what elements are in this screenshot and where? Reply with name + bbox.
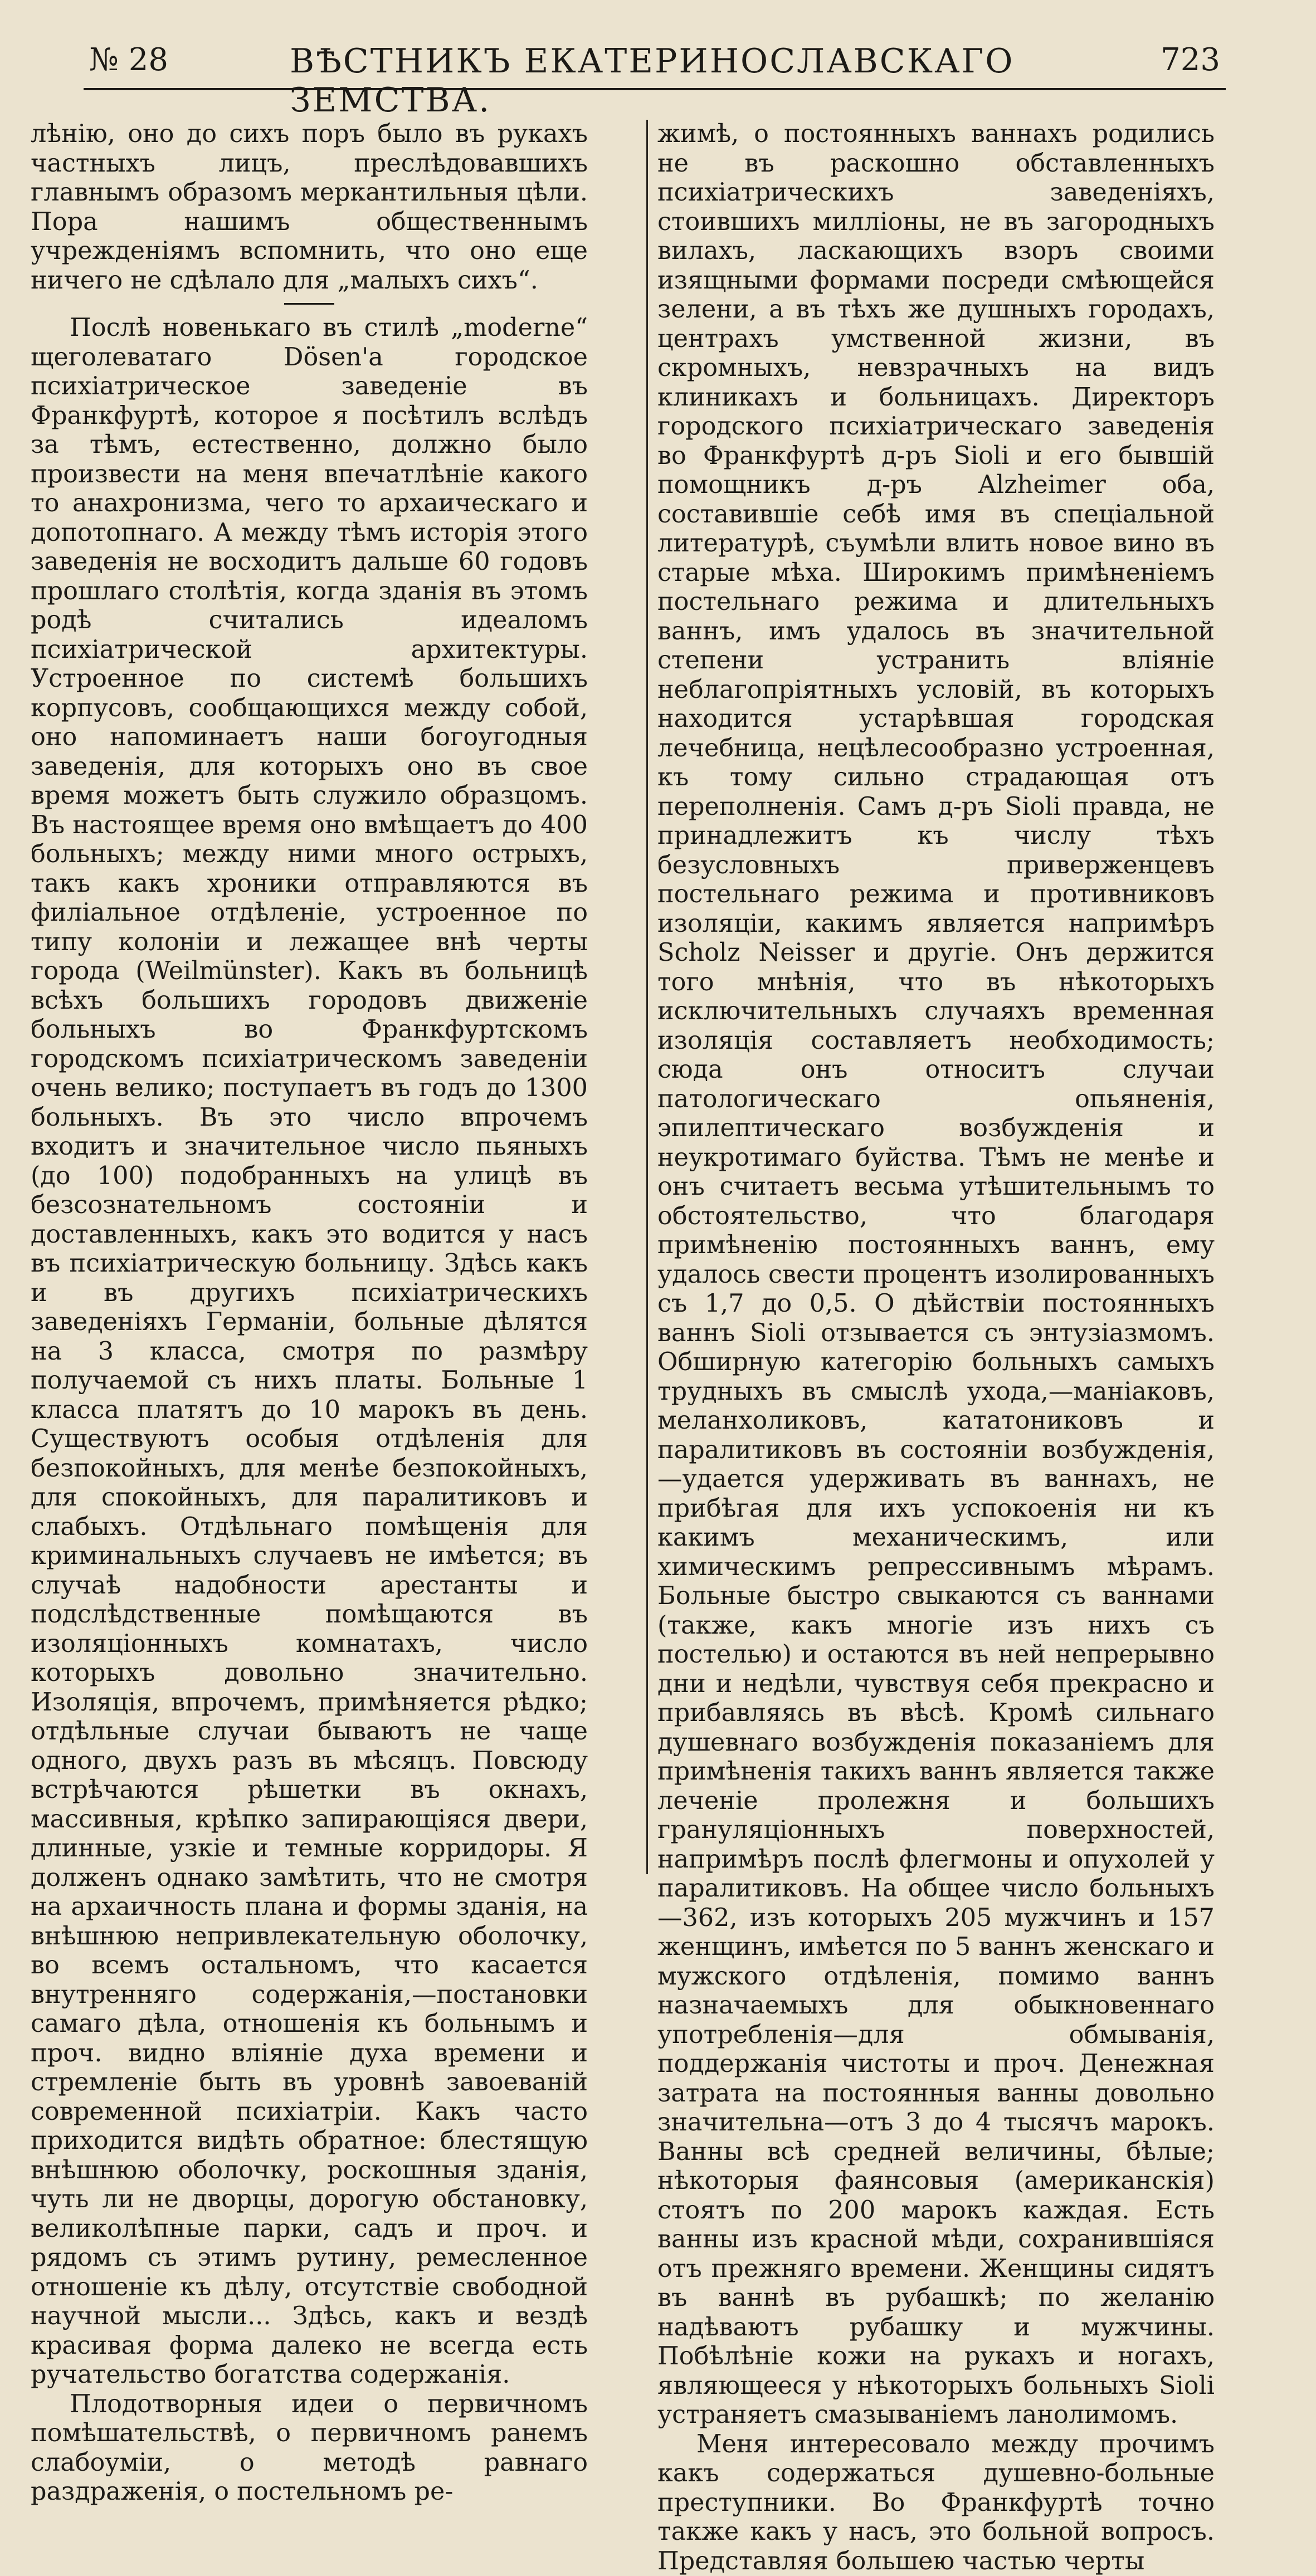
page-number: 723	[1161, 42, 1220, 78]
header-rule	[84, 88, 1226, 90]
page-header	[84, 33, 1226, 95]
issue-number: № 28	[89, 42, 168, 78]
paragraph: лѣнію, оно до сихъ поръ было въ рукахъ частныхъ лицъ, преслѣдовавшихъ главнымъ образомъ меркантильныя цѣли. Пора нашимъ общественнымъ учрежденіямъ вспомнить, что оно еще ничего не сдѣлало для „малыхъ сихъ“.	[31, 120, 588, 295]
paragraph: Плодотворныя идеи о первичномъ помѣшательствѣ, о первичномъ ранемъ слабоуміи, о методѣ равнаго раздраженія, о постельномъ ре-	[31, 2390, 588, 2507]
left-column	[31, 120, 588, 1874]
paragraph: жимѣ, о постоянныхъ ваннахъ родились не въ раскошно обставленныхъ психіатрическихъ заведеніяхъ, стоившихъ милліоны, не въ загородныхъ вилахъ, ласкающихъ взоръ своими изящными формами посреди смѣющейся зелени, а въ тѣхъ же душныхъ городахъ, центрахъ умственной жизни, въ скромныхъ, невзрачныхъ на видъ клиникахъ и больницахъ. Директоръ городского психіатрическаго заведенія во Франкфуртѣ д-ръ Sioli и его бывшій помощникъ д-ръ Alzheimer оба, составившіе себѣ имя въ спеціальной литературѣ, съумѣли влить новое вино въ старые мѣха. Широкимъ примѣненіемъ постельнаго режима и длительныхъ ваннъ, имъ удалось въ значительной степени устранить вліяніе неблагопріятныхъ условій, въ которыхъ находится устарѣвшая городская лечебница, нецѣлесообразно устроенная, къ тому сильно страдающая отъ переполненія. Самъ д-ръ Sioli правда, не принадлежитъ къ числу тѣхъ безусловныхъ приверженцевъ постельнаго режима и противниковъ изоляціи, какимъ является напримѣръ Scholz Neisser и другіе. Онъ держится того мнѣнія, что въ нѣкоторыхъ исключительныхъ случаяхъ временная изоляція составляетъ необходимость; сюда онъ относитъ случаи патологическаго опьяненія, эпилептическаго возбужденія и неукротимаго буйства. Тѣмъ не менѣе и онъ считаетъ весьма утѣшительнымъ то обстоятельство, что благодаря примѣненію постоянныхъ ваннъ, ему удалось свести процентъ изолированныхъ съ 1,7 до 0,5. О дѣйствіи постоянныхъ ваннъ Sioli отзывается съ энтузіазмомъ. Обширную категорію больныхъ самыхъ трудныхъ въ смыслѣ ухода,—маніаковъ, меланхоликовъ, кататониковъ и паралитиковъ въ состояніи возбужденія,—удается удерживать въ ваннахъ, не прибѣгая для ихъ успокоенія ни къ какимъ механическимъ, или химическимъ репрессивнымъ мѣрамъ. Больные быстро свыкаются съ ваннами (также, какъ многіе изъ нихъ съ постелью) и остаются въ ней непрерывно дни и недѣли, чувствуя себя прекрасно и прибавляясь въ вѣсѣ. Кромѣ сильнаго душевнаго возбужденія показаніемъ для примѣненія такихъ ваннъ является также леченіе пролежня и большихъ грануляціонныхъ поверхностей, напримѣръ послѣ флегмоны и опухолей у паралитиковъ. На общее число больныхъ—362, изъ которыхъ 205 мужчинъ и 157 женщинъ, имѣется по 5 ваннъ женскаго и мужского отдѣленія, помимо ваннъ назначаемыхъ для обыкновеннаго употребленія—для обмыванія, поддержанія чистоты и проч. Денежная затрата на постоянныя ванны довольно значительна—отъ 3 до 4 тысячъ марокъ. Ванны всѣ средней величины, бѣлые; нѣкоторыя фаянсовыя (американскія) стоятъ по 200 марокъ каждая. Есть ванны изъ красной мѣди, сохранившіяся отъ прежняго времени. Женщины сидятъ въ ваннѣ въ рубашкѣ; по желанію надѣваютъ рубашку и мужчины. Побѣлѣніе кожи на рукахъ и ногахъ, являющееся у нѣкоторыхъ больныхъ Sioli устраняетъ смазываніемъ ланолимомъ.	[657, 120, 1215, 2430]
column-divider	[646, 120, 648, 1874]
section-separator	[284, 303, 334, 305]
paragraph: Послѣ новенькаго въ стилѣ „moderne“ щеголеватаго Dösen'а городское психіатрическое заведеніе въ Франкфуртѣ, которое я посѣтилъ вслѣдъ за тѣмъ, естественно, должно было произвести на меня впечатлѣніе какого то анахронизма, чего то архаическаго и допотопнаго. А между тѣмъ исторія этого заведенія не восходитъ дальше 60 годовъ прошлаго столѣтія, когда зданія въ этомъ родѣ считались идеаломъ психіатрической архитектуры. Устроенное по системѣ большихъ корпусовъ, сообщающихся между собой, оно напоминаетъ наши богоугодныя заведенія, для которыхъ оно въ свое время можетъ быть служило образцомъ. Въ настоящее время оно вмѣщаетъ до 400 больныхъ; между ними много острыхъ, такъ какъ хроники отправляются въ филіальное отдѣленіе, устроенное по типу колоніи и лежащее внѣ черты города (Weilmünster). Какъ въ больницѣ всѣхъ большихъ городовъ движеніе больныхъ во Франкфуртскомъ городскомъ психіатрическомъ заведеніи очень велико; поступаетъ въ годъ до 1300 больныхъ. Въ это число впрочемъ входитъ и значительное число пьяныхъ (до 100) подобранныхъ на улицѣ въ безсознательномъ состояніи и доставленныхъ, какъ это водится у насъ въ психіатрическую больницу. Здѣсь какъ и въ другихъ психіатрическихъ заведеніяхъ Германіи, больные дѣлятся на 3 класса, смотря по размѣру получаемой съ нихъ платы. Больные 1 класса платятъ до 10 марокъ въ день. Существуютъ особыя отдѣленія для безпокойныхъ, для менѣе безпокойныхъ, для спокойныхъ, для паралитиковъ и слабыхъ. Отдѣльнаго помѣщенія для криминальныхъ случаевъ не имѣется; въ случаѣ надобности арестанты и подслѣдственные помѣщаются въ изоляціонныхъ комнатахъ, число которыхъ довольно значительно. Изоляція, впрочемъ, примѣняется рѣдко; отдѣльные случаи бываютъ не чаще одного, двухъ разъ въ мѣсяцъ. Повсюду встрѣчаются рѣшетки въ окнахъ, массивныя, крѣпко запирающіяся двери, длинные, узкіе и темные корридоры. Я долженъ однако замѣтить, что не смотря на архаичность плана и формы зданія, на внѣшнюю непривлекательную оболочку, во всемъ остальномъ, что касается внутренняго содержанія,—постановки самаго дѣла, отношенія къ больнымъ и проч. видно вліяніе духа времени и стремленіе быть въ уровнѣ завоеваній современной психіатріи. Какъ часто приходится видѣть обратное: блестящую внѣшнюю оболочку, роскошныя зданія, чуть ли не дворцы, дорогую обстановку, великолѣпные парки, садъ и проч. и рядомъ съ этимъ рутину, ремесленное отношеніе къ дѣлу, отсутствіе свободной научной мысли... Здѣсь, какъ и вездѣ красивая форма далеко не всегда есть ручательство богатства содержанія.	[31, 314, 588, 2390]
paragraph: Меня интересовало между прочимъ какъ содержаться душевно-больные преступники. Во Франкфуртѣ точно также какъ у насъ, это больной вопросъ. Представляя большею частью черты	[657, 2430, 1215, 2576]
right-column	[657, 120, 1215, 1874]
journal-title: ВѢСТНИКЪ ЕКАТЕРИНОСЛАВСКАГО ЗЕМСТВА.	[290, 42, 1226, 120]
